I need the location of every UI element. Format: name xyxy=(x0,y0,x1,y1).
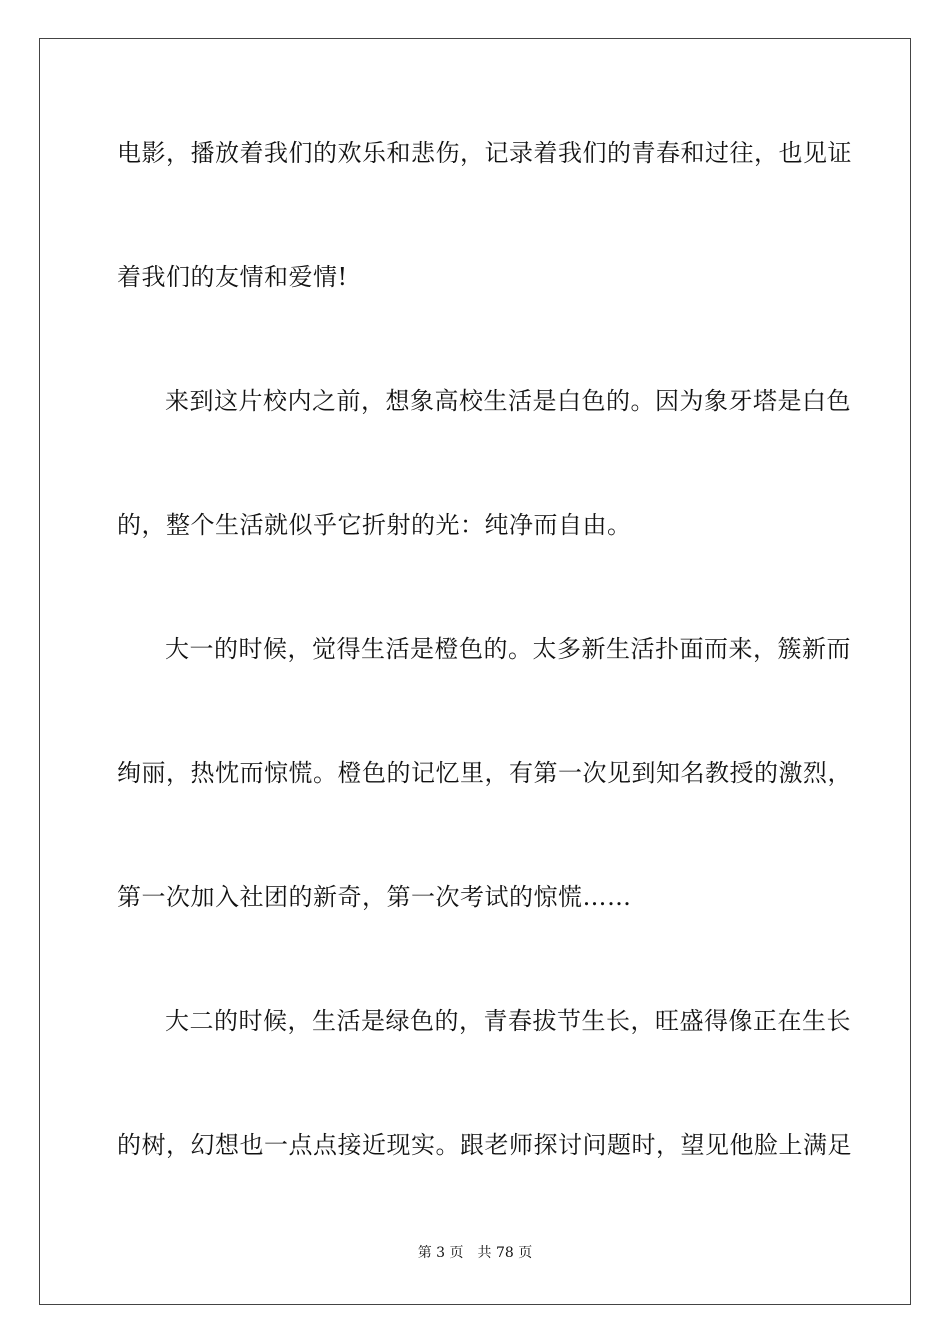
page-number: 第 3 页 xyxy=(417,1245,464,1261)
text-line-3: 来到这片校内之前，想象高校生活是白色的。因为象牙塔是白色 xyxy=(165,387,851,415)
text-line-1: 电影，播放着我们的欢乐和悲伤，记录着我们的青春和过往，也见证 xyxy=(117,139,852,167)
page-frame xyxy=(39,38,911,1305)
text-line-7: 第一次加入社团的新奇，第一次考试的惊慌…… xyxy=(117,883,632,911)
page-total: 共 78 页 xyxy=(477,1245,533,1261)
page-footer xyxy=(0,1244,950,1262)
text-line-5: 大一的时候，觉得生活是橙色的。太多新生活扑面而来，簇新而 xyxy=(165,635,851,663)
text-line-4: 的，整个生活就似乎它折射的光：纯净而自由。 xyxy=(117,511,632,539)
text-line-6: 绚丽，热忱而惊慌。橙色的记忆里，有第一次见到知名教授的激烈， xyxy=(117,759,852,787)
text-line-9: 的树，幻想也一点点接近现实。跟老师探讨问题时，望见他脸上满足 xyxy=(117,1131,852,1159)
text-line-8: 大二的时候，生活是绿色的，青春拔节生长，旺盛得像正在生长 xyxy=(165,1007,851,1035)
text-line-2: 着我们的友情和爱情! xyxy=(117,263,348,291)
